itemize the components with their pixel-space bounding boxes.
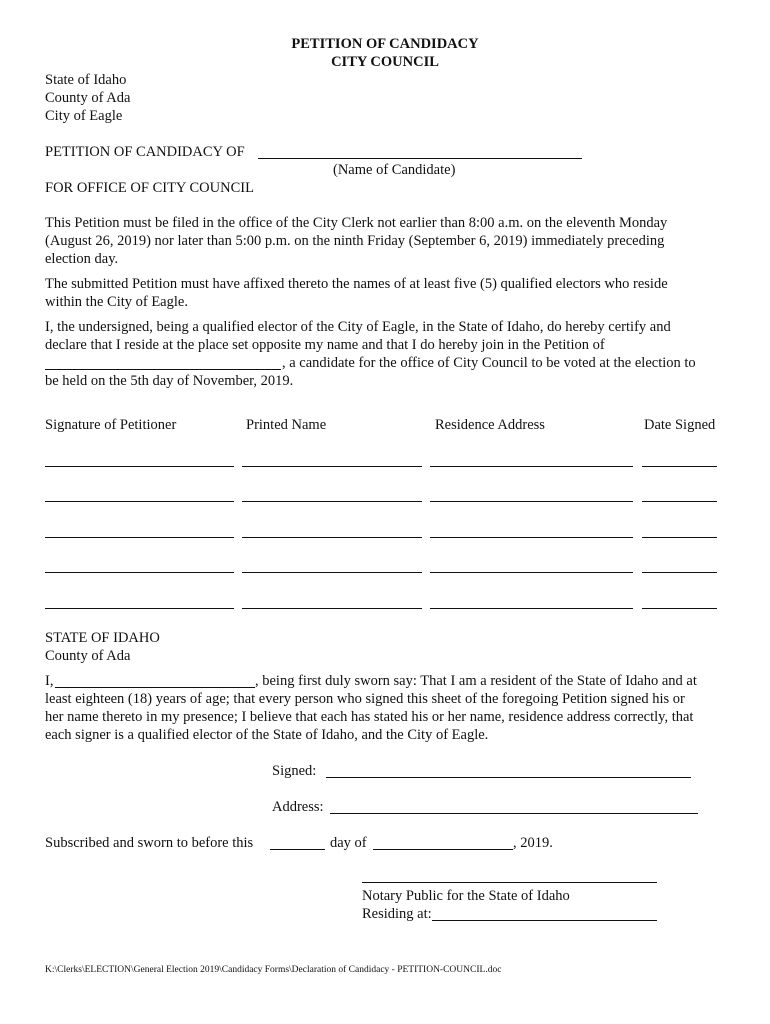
day-of-label: day of	[330, 835, 367, 851]
affiant-name-field[interactable]	[55, 687, 255, 688]
printed-name-field[interactable]	[242, 537, 422, 538]
office-label: FOR OFFICE OF CITY COUNCIL	[45, 180, 254, 196]
address-field[interactable]	[330, 813, 698, 814]
signed-label: Signed:	[272, 763, 317, 779]
affidavit-prefix: I,	[45, 673, 54, 689]
signature-field[interactable]	[45, 501, 234, 502]
address-label: Address:	[272, 799, 324, 815]
date-signed-field[interactable]	[642, 608, 717, 609]
date-signed-field[interactable]	[642, 501, 717, 502]
city-label: City of Eagle	[45, 108, 123, 124]
column-header-date-signed: Date Signed	[644, 417, 716, 433]
name-of-candidate-caption: (Name of Candidate)	[333, 162, 456, 178]
affidavit-line3: her name thereto in my presence; I believe that each has stated his or her name, residence address correctly, that	[45, 709, 694, 725]
day-field[interactable]	[270, 849, 325, 850]
candidate-name-blank[interactable]	[45, 369, 281, 370]
certification-line3: , a candidate for the office of City Council to be voted at the election to	[282, 355, 696, 371]
filing-instructions-line3: election day.	[45, 251, 119, 267]
subscribed-label: Subscribed and sworn to before this	[45, 835, 254, 851]
column-header-printed-name: Printed Name	[246, 417, 327, 433]
petition-of-label: PETITION OF CANDIDACY OF	[45, 144, 245, 160]
printed-name-field[interactable]	[242, 501, 422, 502]
printed-name-field[interactable]	[242, 572, 422, 573]
residence-address-field[interactable]	[430, 537, 633, 538]
certification-line1: I, the undersigned, being a qualified elector of the City of Eagle, in the State of Idaho, do hereby certify and	[45, 319, 671, 335]
signature-field[interactable]	[45, 608, 234, 609]
certification-line4: be held on the 5th day of November, 2019.	[45, 373, 294, 389]
residence-address-field[interactable]	[430, 501, 633, 502]
candidate-name-field[interactable]	[258, 158, 582, 159]
electors-requirement-line1: The submitted Petition must have affixed thereto the names of at least five (5) qualified electors who reside	[45, 276, 668, 292]
filing-instructions-line2: (August 26, 2019) nor later than 5:00 p.m. on the ninth Friday (September 6, 2019) immediately preceding	[45, 233, 665, 249]
residence-address-field[interactable]	[430, 608, 633, 609]
residence-address-field[interactable]	[430, 572, 633, 573]
residence-address-field[interactable]	[430, 466, 633, 467]
date-signed-field[interactable]	[642, 572, 717, 573]
affidavit-line4: each signer is a qualified elector of the State of Idaho, and the City of Eagle.	[45, 727, 489, 743]
file-path-footer: K:\Clerks\ELECTION\General Election 2019\Candidacy Forms\Declaration of Candidacy - PETITION-COUNCIL.doc	[45, 965, 502, 975]
affidavit-line1: , being first duly sworn say: That I am a resident of the State of Idaho and at	[255, 673, 697, 689]
county-label: County of Ada	[45, 90, 131, 106]
form-subtitle: CITY COUNCIL	[331, 54, 439, 70]
date-signed-field[interactable]	[642, 466, 717, 467]
year-label: , 2019.	[513, 835, 553, 851]
residing-at-label: Residing at:	[362, 906, 432, 922]
electors-requirement-line2: within the City of Eagle.	[45, 294, 188, 310]
signature-field[interactable]	[45, 537, 234, 538]
month-field[interactable]	[373, 849, 513, 850]
column-header-signature: Signature of Petitioner	[45, 417, 177, 433]
residing-at-field[interactable]	[432, 920, 657, 921]
signature-field[interactable]	[45, 466, 234, 467]
state-label: State of Idaho	[45, 72, 127, 88]
affidavit-state-heading: STATE OF IDAHO	[45, 630, 160, 646]
column-header-residence-address: Residence Address	[435, 417, 545, 433]
date-signed-field[interactable]	[642, 537, 717, 538]
filing-instructions-line1: This Petition must be filed in the office of the City Clerk not earlier than 8:00 a.m. on the eleventh Monday	[45, 215, 668, 231]
signature-field[interactable]	[45, 572, 234, 573]
form-title: PETITION OF CANDIDACY	[291, 36, 479, 52]
notary-signature-field[interactable]	[362, 882, 657, 883]
signed-field[interactable]	[326, 777, 691, 778]
printed-name-field[interactable]	[242, 608, 422, 609]
certification-line2: declare that I reside at the place set opposite my name and that I do hereby join in the Petition of	[45, 337, 605, 353]
notary-public-label: Notary Public for the State of Idaho	[362, 888, 570, 904]
affidavit-line2: least eighteen (18) years of age; that every person who signed this sheet of the foregoing Petition signed his or	[45, 691, 685, 707]
affidavit-county: County of Ada	[45, 648, 131, 664]
printed-name-field[interactable]	[242, 466, 422, 467]
